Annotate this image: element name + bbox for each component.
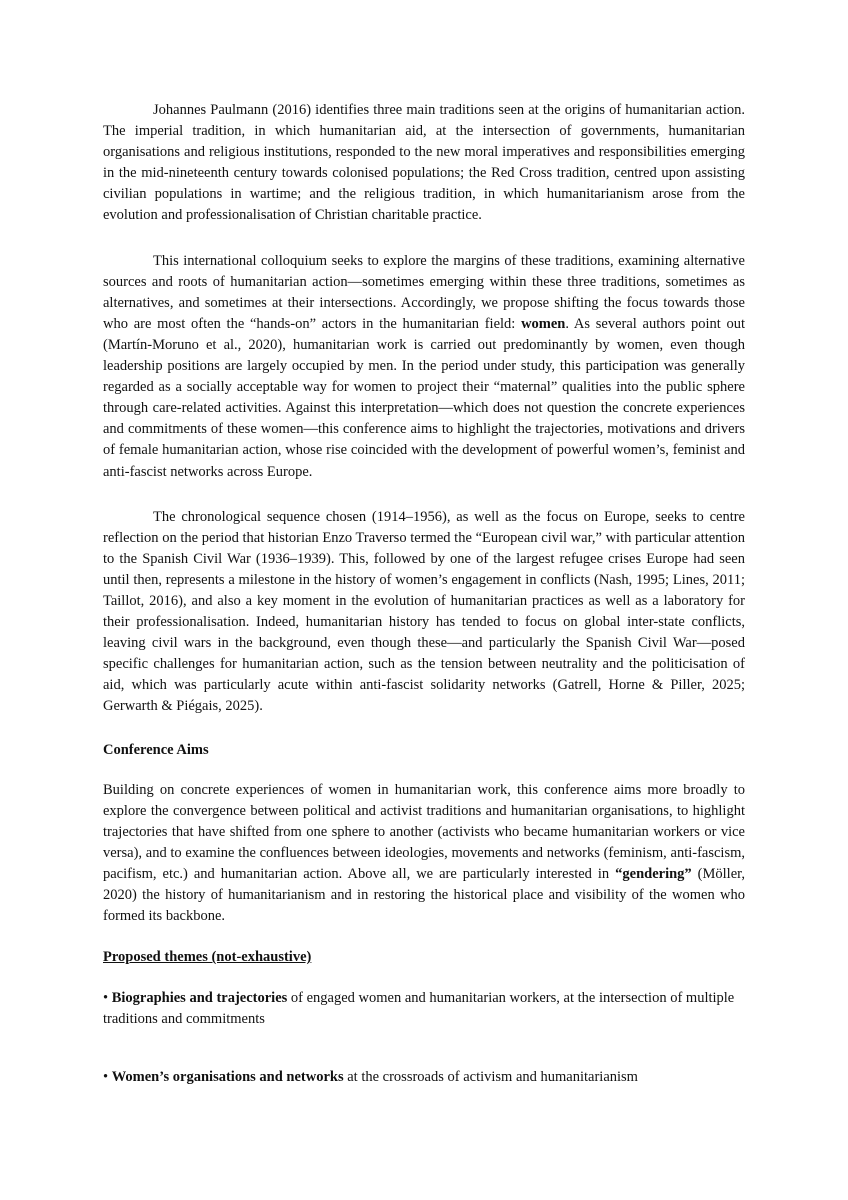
theme-item-text: of engaged women and humanitarian workers, at the intersection of multiple traditions and commitments — [103, 990, 735, 1028]
bullet-marker: • — [103, 1069, 112, 1086]
paragraph-aims-text-end: (Möller, 2020) the history of humanitarianism and in restoring the historical place and visibility of the women who formed its backbone. — [103, 865, 745, 925]
theme-item — [103, 988, 745, 1030]
paragraph-traditions-text: Johannes Paulmann (2016) identifies three main traditions seen at the origins of humanitarian action. The imperial tradition, in which humanitarian aid, at the intersection of governments, humanitarian organisations and religious institutions, responded to the new moral imperatives and responsibilities emerging in the mid-nineteenth century towards colonised populations; the Red Cross tradition, centred upon assisting civilian populations in wartime; and the religious tradition, in which humanitarianism arose from the evolution and professionalisation of Christian charitable practice. — [103, 102, 745, 224]
theme-item-title: Biographies and trajectories — [111, 990, 288, 1007]
conference-aims-heading: Conference Aims — [103, 741, 209, 758]
theme-item — [103, 1067, 745, 1088]
paragraph-colloquium-text-end: . As several authors point out (Martín-Moruno et al., 2020), humanitarian work is carried out predominantly by women, even though leadership positions are largely occupied by men. In the period under study, this participation was generally regarded as a socially acceptable way for women to project their “maternal” qualities into the public sphere through care-related activities. Against this interpretation—which does not question the concrete experiences and commitments of these women—this conference aims to highlight the trajectories, motivations and drivers of female humanitarian action, whose rise coincided with the development of powerful women’s, feminist and anti-fascist networks across Europe. — [103, 315, 745, 480]
paragraph-aims-text-start: Building on concrete experiences of women in humanitarian work, this conference aims more broadly to explore the convergence between political and activist traditions and humanitarian organisations, to highlight trajectories that have shifted from one sphere to another (activists who became humanitarian workers or vice versa), and to examine the confluences between ideologies, movements and networks (feminism, anti-fascism, pacifism, etc.) and humanitarian action. Above all, we are particularly interested in — [103, 781, 745, 882]
paragraph-colloquium-text-start: This international colloquium seeks to explore the margins of these traditions, examining alternative sources and roots of humanitarian action—sometimes emerging within these three traditions, sometimes as alternatives, and sometimes at their intersections. Accordingly, we propose shifting the focus towards those who are most often the “hands-on” actors in the humanitarian field: — [103, 252, 745, 332]
emphasis-gendering: “gendering” — [615, 865, 692, 882]
paragraph-chronology-text: The chronological sequence chosen (1914–1956), as well as the focus on Europe, seeks to centre reflection on the period that historian Enzo Traverso termed the “European civil war,” with particular attention to the Spanish Civil War (1936–1939). This, followed by one of the largest refugee crises Europe had seen until then, represents a milestone in the history of women’s engagement in conflicts (Nash, 1995; Lines, 2011; Taillot, 2016), and also a key moment in the evolution of humanitarian practices as well as a laboratory for their professionalisation. Indeed, humanitarian history has tended to focus on global inter-state conflicts, leaving civil wars in the background, even though these—and particularly the Spanish Civil War—posed specific challenges for humanitarian action, such as the tension between neutrality and the politicisation of aid, which was particularly acute within anti-fascist solidarity networks (Gatrell, Horne & Piller, 2025; Gerwarth & Piégais, 2025). — [103, 508, 745, 715]
theme-item-title: Women’s organisations and networks — [111, 1069, 344, 1086]
document-page — [103, 100, 745, 1088]
paragraph-chronology — [103, 507, 745, 718]
bullet-marker: • — [103, 990, 112, 1007]
emphasis-women: women — [521, 315, 566, 332]
theme-item-text: at the crossroads of activism and humanitarianism — [343, 1069, 638, 1086]
paragraph-colloquium — [103, 251, 745, 483]
paragraph-aims — [103, 780, 745, 928]
paragraph-traditions — [103, 100, 745, 227]
proposed-themes-heading: Proposed themes (not-exhaustive) — [103, 949, 312, 966]
